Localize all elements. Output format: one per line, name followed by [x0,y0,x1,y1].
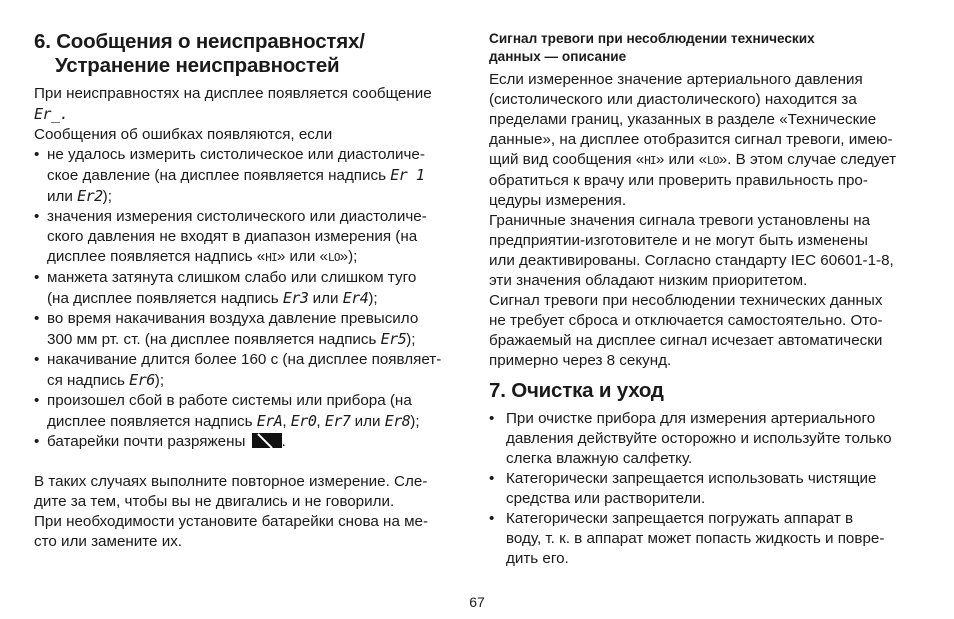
alarm-description: Если измеренное значение артериального давления (систолического или диастолического) находится за пределами границ, указанных в разделе «Технические данные», на дисплее отобразится сигнал тревоги, имею- щий вид сообщения «HI» или «LO». В этом случае следует обратиться к врачу или проверить правильность про- цедуры измерения. Граничные значения сигнала тревоги установлены на предприятии-изготовителе и не могут быть изменены или деактивированы. Согласно стандарту IEC 60601-1-8, эти значения обладают низким приоритетом. Сигнал тревоги при несоблюдении технических данных не требует сброса и отключается самостоятельно. Ото- бражаемый на дисплее сигнал исчезает автоматически примерно через 8 секунд. [489,71,897,369]
error-code: Er8 [384,412,411,430]
list-item: • Категорически запрещается погружать аппарат в воду, т. к. в аппарат может попасть жидкость и повре- дить его. [489,510,885,567]
page-number: 67 [469,594,485,610]
hi-code: HI [265,251,277,264]
closing-paragraph: В таких случаях выполните повторное измерение. Сле- дите за тем, чтобы вы не двигались и не говорили. При необходимости установите батарейки снова на ме- сто или замените их. [34,473,429,550]
list-item: • накачивание длится более 160 с (на дисплее появляет- ся надпись Er6); [34,351,442,389]
alarm-subheading: Сигнал тревоги при несоблюдении технических данных — описание [489,31,815,64]
error-code: ErA [256,412,283,430]
section-6-heading: 6. Сообщения о неисправностях/ Устранение неисправностей [34,30,365,77]
hi-code: HI [644,154,656,167]
list-item: • При очистке прибора для измерения артериального давления действуйте осторожно и используйте только слегка влажную салфетку. [489,410,892,467]
left-column [34,30,464,552]
error-code: Er4 [342,289,369,307]
lo-code: LO [328,251,340,264]
list-item: • Категорически запрещается использовать чистящие средства или растворители. [489,470,877,507]
error-code: Er5 [380,330,407,348]
list-item: • батарейки почти разряжены . [34,433,286,450]
list-item: • во время накачивания воздуха давление превысило 300 мм рт. ст. (на дисплее появляется надпись Er5); [34,310,419,348]
list-item: • произошел сбой в работе системы или прибора (на дисплее появляется надпись ErA, Er0, Er7 или Er8); [34,392,420,430]
intro-text-2: Сообщения об ошибках появляются, если [34,126,333,143]
section-7-heading: 7. Очистка и уход [489,379,664,402]
error-code: Er0 [290,412,317,430]
lo-code: LO [707,154,719,167]
cleaning-list [489,409,929,569]
low-battery-icon [252,433,282,448]
list-item: • значения измерения систолического или диастоличе- ского давления не входят в диапазон измерения (на дисплее появляется надпись «HI» или «LO»); [34,208,427,265]
error-list [34,145,464,452]
error-code: Er7 [324,412,351,430]
error-code: Er 1 [390,166,425,184]
right-column [489,30,929,569]
intro-text: При неисправностях на дисплее появляется сообщение Er_. [34,85,432,123]
error-code: Er_. [34,105,69,123]
list-item: • не удалось измерить систолическое или диастоличе- ское давление (на дисплее появляется надпись Er 1 или Er2); [34,146,425,205]
error-code: Er6 [129,371,155,389]
list-item: • манжета затянута слишком слабо или слишком туго (на дисплее появляется надпись Er3 или Er4); [34,269,417,307]
error-code: Er3 [282,289,309,307]
error-code: Er2 [77,187,103,205]
